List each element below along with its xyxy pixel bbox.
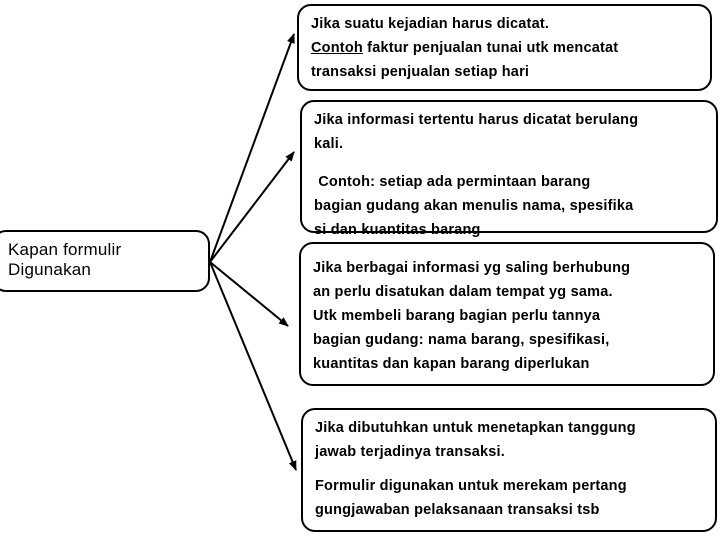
- arrow-to-box-2: [210, 152, 294, 262]
- box-3-line-2: an perlu disatukan dalam tempat yg sama.: [313, 284, 613, 300]
- main-topic-line-1: Kapan formulir: [8, 240, 122, 259]
- box-3-line-5: kuantitas dan kapan barang diperlukan: [313, 356, 590, 372]
- box-1-line-3: transaksi penjualan setiap hari: [311, 64, 530, 80]
- box-2-line-3: Contoh: setiap ada permintaan barang: [314, 174, 591, 190]
- arrow-to-box-4: [210, 262, 296, 470]
- box-1-line-2-rest: faktur penjualan tunai utk mencatat: [362, 40, 619, 56]
- main-topic-line-2: Digunakan: [8, 260, 92, 279]
- usage-box-4: [301, 408, 717, 532]
- box-3-line-3: Utk membeli barang bagian perlu tannya: [313, 308, 601, 324]
- arrow-to-box-3: [210, 262, 288, 326]
- box-1-example-label: Contoh: [311, 40, 363, 56]
- box-3-line-1: Jika berbagai informasi yg saling berhubung: [313, 260, 631, 276]
- box-1-line-1: Jika suatu kejadian harus dicatat.: [311, 16, 550, 32]
- box-4-line-1: Jika dibutuhkan untuk menetapkan tanggung: [315, 420, 636, 436]
- arrow-to-box-1: [210, 34, 294, 262]
- usage-box-2: [300, 100, 718, 238]
- usage-box-1: [297, 4, 712, 91]
- box-2-line-5: si dan kuantitas barang: [314, 222, 481, 238]
- box-4-line-4: gungjawaban pelaksanaan transaksi tsb: [315, 502, 600, 518]
- box-3-line-4: bagian gudang: nama barang, spesifikasi,: [313, 332, 610, 348]
- main-topic-box: [0, 230, 210, 292]
- box-2-line-2: kali.: [314, 136, 344, 152]
- box-2-line-4: bagian gudang akan menulis nama, spesifika: [314, 198, 634, 214]
- usage-box-3: [299, 242, 715, 386]
- box-1-line-2: [311, 36, 698, 60]
- box-4-line-3: Formulir digunakan untuk merekam pertang: [315, 478, 627, 494]
- box-2-line-1: Jika informasi tertentu harus dicatat berulang: [314, 112, 639, 128]
- box-4-line-2: jawab terjadinya transaksi.: [315, 444, 505, 460]
